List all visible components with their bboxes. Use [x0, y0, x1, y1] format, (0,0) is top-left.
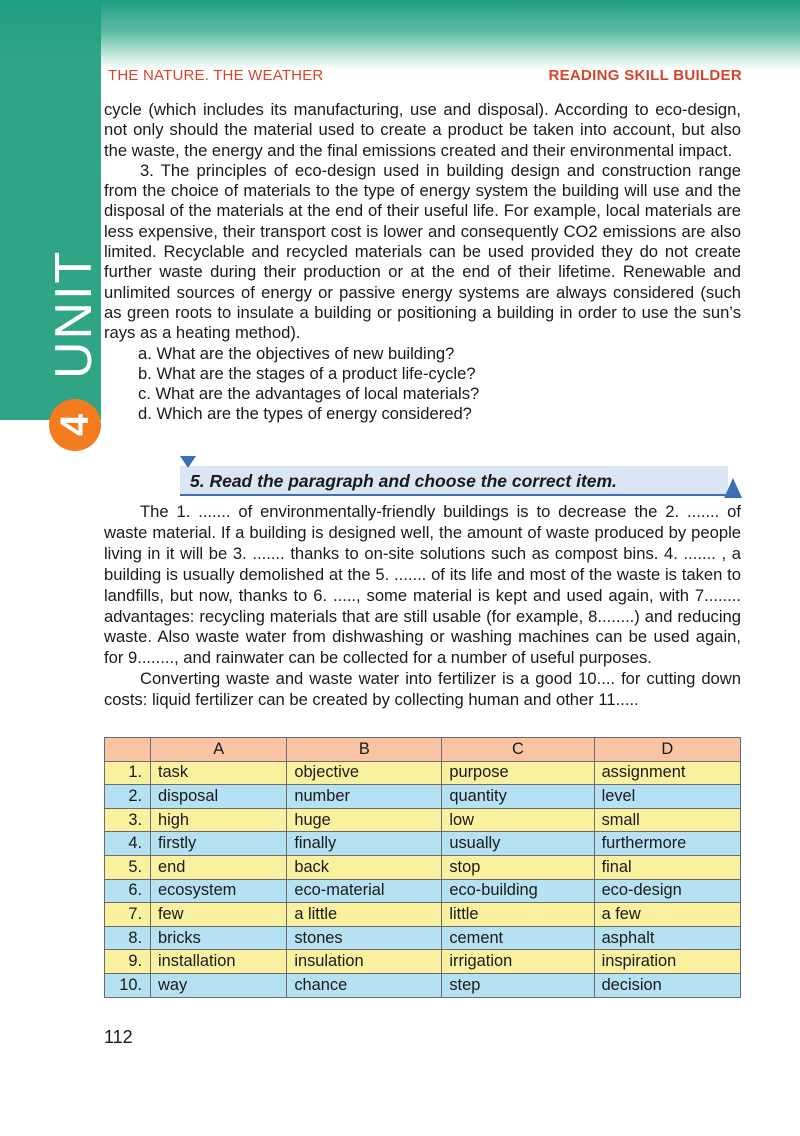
- option-b: insulation: [287, 950, 442, 974]
- option-a: task: [151, 761, 287, 785]
- column-header-d: D: [594, 738, 740, 762]
- reading-text: [104, 100, 741, 425]
- paragraph-continued: cycle (which includes its manufacturing, use and disposal). According to eco-design, not only should the material used to create a product be taken into account, but also the waste, the energy and the final emissions created and their environmental impact.: [104, 100, 741, 160]
- table-header-row: [105, 738, 741, 762]
- row-number: 1.: [105, 761, 151, 785]
- option-b: eco-material: [287, 879, 442, 903]
- table-row: [105, 973, 741, 997]
- banner-notch: [180, 456, 196, 468]
- row-number: 8.: [105, 926, 151, 950]
- category-title: READING SKILL BUILDER: [548, 67, 742, 84]
- option-b: number: [287, 785, 442, 809]
- option-b: chance: [287, 973, 442, 997]
- option-d: asphalt: [594, 926, 740, 950]
- option-c: step: [442, 973, 594, 997]
- table-row: [105, 808, 741, 832]
- option-d: assignment: [594, 761, 740, 785]
- table-row: [105, 855, 741, 879]
- option-c: purpose: [442, 761, 594, 785]
- option-a: few: [151, 903, 287, 927]
- option-b: stones: [287, 926, 442, 950]
- question-c: c. What are the advantages of local materials?: [138, 384, 480, 404]
- option-b: back: [287, 855, 442, 879]
- option-d: level: [594, 785, 740, 809]
- table-row: [105, 903, 741, 927]
- option-c: usually: [442, 832, 594, 856]
- column-header-c: C: [442, 738, 594, 762]
- table-row: [105, 926, 741, 950]
- row-number: 9.: [105, 950, 151, 974]
- option-a: bricks: [151, 926, 287, 950]
- option-b: a little: [287, 903, 442, 927]
- option-d: small: [594, 808, 740, 832]
- option-a: high: [151, 808, 287, 832]
- paragraph-3: 3. The principles of eco-design used in building design and construction range from the choice of materials to the type of energy system the building will use and the disposal of the materials at the end of their useful life. For example, local materials are less expensive, their transport cost is lower and consequently CO2 emissions are also limited. Recyclable and recycled materials can be used provided they do not create further waste during their production or at the end of their lifetime. Renewable and unlimited sources of energy or passive energy systems are always considered (such as green roots to insulate a building or positioning a building in order to use the sun’s rays as a heating method).: [104, 160, 741, 343]
- column-header-b: B: [287, 738, 442, 762]
- option-c: little: [442, 903, 594, 927]
- row-number: 2.: [105, 785, 151, 809]
- option-d: eco-design: [594, 879, 740, 903]
- option-a: way: [151, 973, 287, 997]
- banner-tail: [724, 478, 742, 498]
- column-header-number: [105, 738, 151, 762]
- row-number: 3.: [105, 808, 151, 832]
- answer-table: [104, 737, 741, 998]
- option-c: stop: [442, 855, 594, 879]
- section-title: THE NATURE. THE WEATHER: [108, 67, 324, 84]
- row-number: 4.: [105, 832, 151, 856]
- row-number: 10.: [105, 973, 151, 997]
- exercise-text: [104, 502, 741, 711]
- unit-number: 4: [53, 413, 97, 437]
- option-d: decision: [594, 973, 740, 997]
- unit-word: UNIT: [45, 249, 103, 379]
- option-b: huge: [287, 808, 442, 832]
- row-number: 5.: [105, 855, 151, 879]
- side-tab-top: [0, 0, 101, 60]
- exercise-paragraph-2: Converting waste and waste water into fertilizer is a good 10.... for cutting down costs: liquid fertilizer can be created by collecting human and other 11.....: [104, 669, 741, 710]
- option-c: low: [442, 808, 594, 832]
- option-d: a few: [594, 903, 740, 927]
- page-number: 112: [104, 1027, 133, 1047]
- option-d: furthermore: [594, 832, 740, 856]
- exercise-banner: [180, 462, 742, 498]
- option-d: inspiration: [594, 950, 740, 974]
- option-a: installation: [151, 950, 287, 974]
- exercise-title: 5. Read the paragraph and choose the correct item.: [190, 471, 617, 491]
- table-row: [105, 761, 741, 785]
- table-row: [105, 879, 741, 903]
- table-row: [105, 950, 741, 974]
- option-c: quantity: [442, 785, 594, 809]
- option-c: cement: [442, 926, 594, 950]
- option-c: eco-building: [442, 879, 594, 903]
- option-a: end: [151, 855, 287, 879]
- option-a: ecosystem: [151, 879, 287, 903]
- row-number: 7.: [105, 903, 151, 927]
- option-b: objective: [287, 761, 442, 785]
- unit-label: [44, 249, 106, 455]
- column-header-a: A: [151, 738, 287, 762]
- option-d: final: [594, 855, 740, 879]
- option-a: firstly: [151, 832, 287, 856]
- question-a: a. What are the objectives of new building?: [138, 343, 455, 363]
- table-row: [105, 832, 741, 856]
- question-d: d. Which are the types of energy considered?: [138, 404, 472, 424]
- exercise-paragraph-1: The 1. ....... of environmentally-friendly buildings is to decrease the 2. ....... of waste material. If a building is designed well, the amount of waste produced by people living in it will be 3. ....... thanks to on-site solutions such as compost bins. 4. ....... , a building is usually demolished at the 5. ....... of its life and most of the waste is taken to landfills, but now, thanks to 6. ....., some material is kept and used again, with 7........ advantages: recycling materials that are still usable (for example, 8........) and reducing waste. Also waste water from dishwashing or washing machines can be used again, for 9........, and rainwater can be collected for a number of useful purposes.: [104, 502, 741, 668]
- option-b: finally: [287, 832, 442, 856]
- option-c: irrigation: [442, 950, 594, 974]
- row-number: 6.: [105, 879, 151, 903]
- top-color-band: [0, 0, 800, 70]
- option-a: disposal: [151, 785, 287, 809]
- question-b: b. What are the stages of a product life-cycle?: [138, 363, 476, 383]
- table-row: [105, 785, 741, 809]
